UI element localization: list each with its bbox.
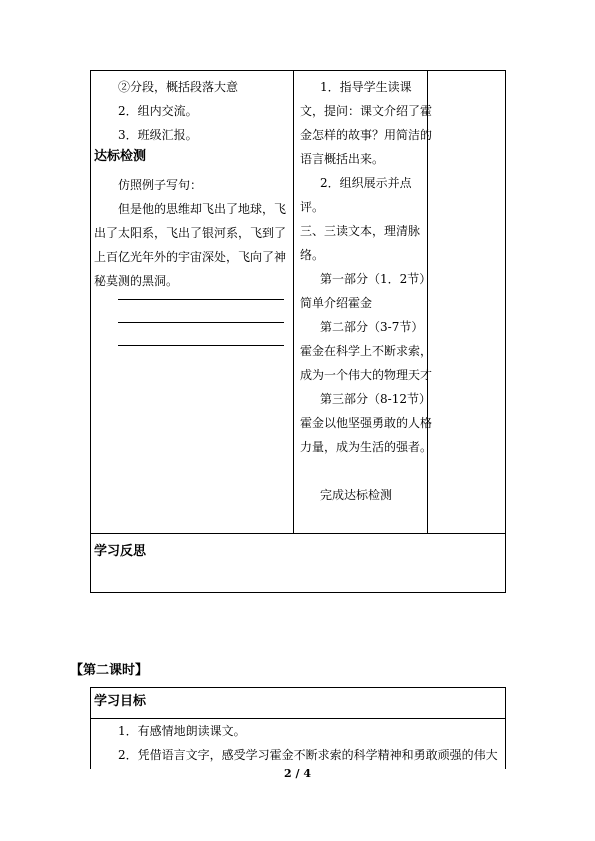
step-line: 3．班级汇报。 bbox=[118, 128, 198, 142]
activity-paragraph: 1．指导学生读课文，提问：课文介绍了霍金怎样的故事？用简洁的语言概括出来。 bbox=[300, 80, 433, 166]
activity-paragraph: 第二部分（3-7节）霍金在科学上不断求索，成为一个伟大的物理天才 bbox=[300, 320, 433, 382]
example-sentence-line: 出了太阳系，飞出了银河系，飞到了 bbox=[94, 226, 287, 240]
page-number: 2 / 4 bbox=[284, 767, 311, 780]
column-divider-1 bbox=[293, 71, 294, 533]
reflection-label: 学习反思 bbox=[94, 544, 147, 559]
lesson-table bbox=[90, 70, 506, 593]
step-line: ②分段，概括段落大意 bbox=[118, 80, 239, 94]
activity-paragraph: 完成达标检测 bbox=[320, 488, 393, 502]
row-divider bbox=[91, 533, 505, 534]
goals-label: 学习目标 bbox=[94, 694, 147, 709]
step-line: 2．组内交流。 bbox=[118, 104, 198, 118]
goal-item: 2．凭借语言文字，感受学习霍金不断求索的科学精神和勇敢顽强的伟大 bbox=[118, 748, 498, 762]
activity-paragraph: 第三部分（8-12节）霍金以他坚强勇敢的人格力量，成为生活的强者。 bbox=[300, 392, 433, 454]
activity-paragraph: 2．组织展示并点评。 bbox=[300, 176, 412, 214]
goal-item: 1．有感情地朗读课文。 bbox=[118, 724, 246, 738]
example-sentence-line: 秘莫测的黑洞。 bbox=[94, 274, 179, 288]
section-heading-assessment: 达标检测 bbox=[94, 149, 147, 164]
exercise-prompt: 仿照例子写句： bbox=[118, 178, 203, 192]
answer-blank-line[interactable] bbox=[118, 322, 284, 323]
answer-blank-line[interactable] bbox=[118, 345, 284, 346]
section-title-second-lesson: 【第二课时】 bbox=[70, 663, 149, 678]
answer-blank-line[interactable] bbox=[118, 299, 284, 300]
teacher-activity-cell bbox=[300, 75, 432, 507]
activity-paragraph: 三、三读文本，理清脉络。 bbox=[300, 224, 421, 262]
activity-paragraph: 第一部分（1．2节）简单介绍霍金 bbox=[300, 272, 432, 310]
example-sentence-line: 但是他的思维却飞出了地球，飞 bbox=[118, 202, 287, 216]
example-sentence-line: 上百亿光年外的宇宙深处，飞向了神 bbox=[94, 250, 287, 264]
